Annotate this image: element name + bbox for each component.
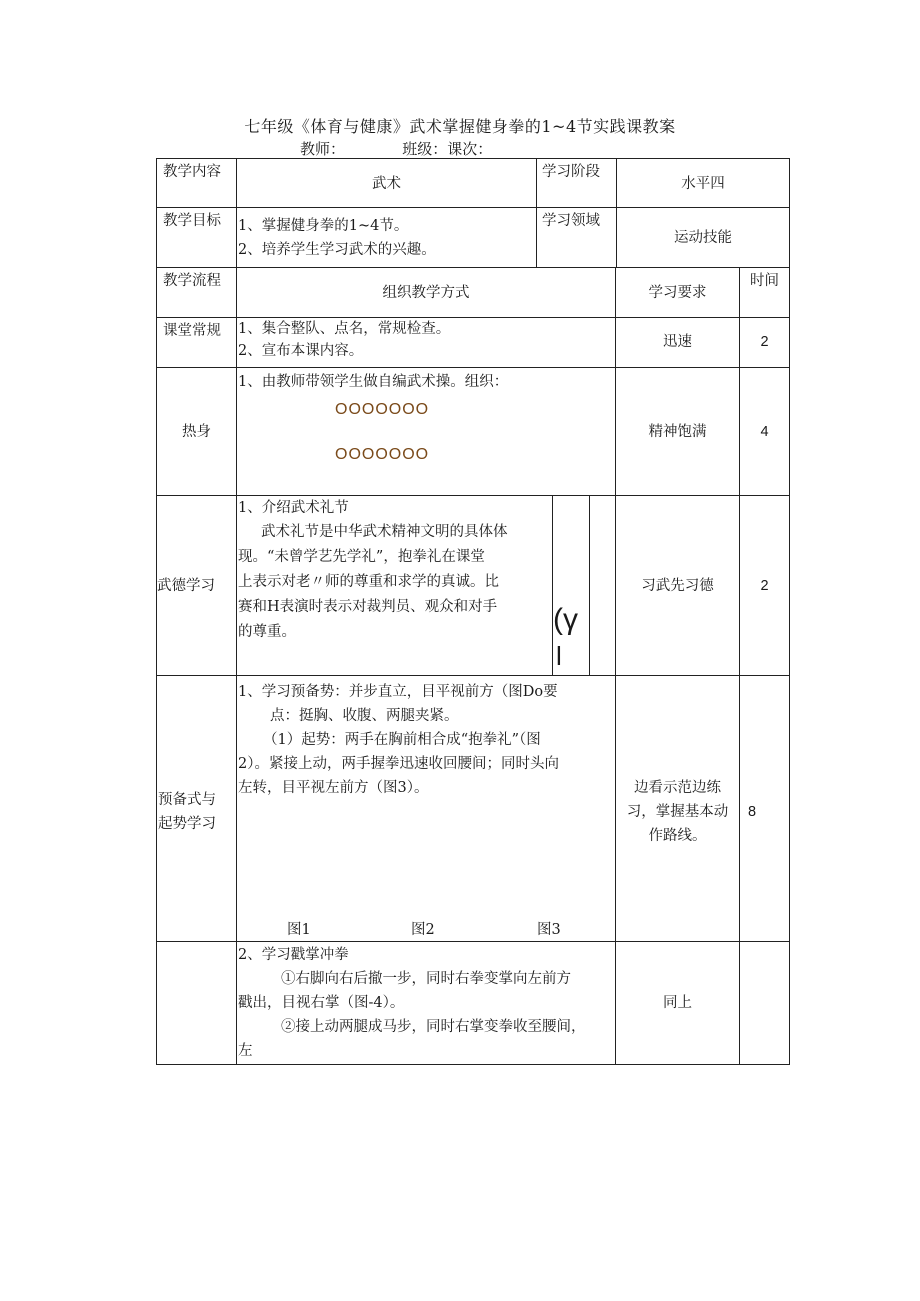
figure-2-caption: 图2 bbox=[411, 922, 435, 938]
stage-value: 水平四 bbox=[681, 176, 725, 192]
requirement-header: 学习要求 bbox=[648, 285, 707, 301]
content-label: 教学内容 bbox=[163, 164, 221, 180]
table-line bbox=[156, 267, 790, 268]
warmup-label: 热身 bbox=[182, 424, 211, 440]
ready-label-line-2: 起势学习 bbox=[158, 816, 216, 832]
punch-line-3: 戳出，目视右掌（图-4）。 bbox=[238, 995, 405, 1011]
goal-line-1: 1、掌握健身拳的1~4节。 bbox=[238, 218, 409, 234]
table-line bbox=[156, 367, 790, 368]
formation-row-2: OOOOOOO bbox=[335, 446, 430, 463]
etiquette-requirement: 习武先习德 bbox=[641, 578, 714, 594]
warmup-time: 4 bbox=[760, 424, 769, 440]
domain-label: 学习领域 bbox=[542, 213, 600, 229]
punch-requirement: 同上 bbox=[663, 995, 692, 1011]
etiquette-line-4: 上表示对老〃师的尊重和求学的真诚。比 bbox=[238, 574, 499, 590]
ready-line-5: 左转，目平视左前方（图3）。 bbox=[238, 780, 429, 796]
ready-label-line-1: 预备式与 bbox=[158, 792, 216, 808]
content-value: 武术 bbox=[372, 176, 401, 192]
method-header: 组织教学方式 bbox=[382, 285, 470, 301]
etiquette-time: 2 bbox=[760, 578, 769, 594]
etiquette-line-3: 现。“未曾学艺先学礼”，抱拳礼在课堂 bbox=[238, 549, 485, 565]
routine-label: 课堂常规 bbox=[163, 323, 221, 339]
time-header: 时间 bbox=[750, 273, 779, 289]
document-title: 七年级《体育与健康》武术掌握健身拳的1~4节实践课教案 bbox=[244, 117, 676, 136]
table-line bbox=[156, 941, 790, 942]
warmup-line-1: 1、由教师带领学生做自编武术操。组织： bbox=[238, 374, 509, 390]
punch-line-1: 2、学习戳掌冲拳 bbox=[238, 947, 349, 963]
ready-requirement-line-1: 边看示范边练 bbox=[634, 780, 721, 796]
process-header: 教学流程 bbox=[163, 273, 221, 289]
table-line bbox=[615, 267, 616, 1065]
table-line bbox=[739, 267, 740, 1065]
ready-line-1: 1、学习预备势：并步直立，目平视前方（图Do要 bbox=[238, 684, 558, 700]
goal-label: 教学目标 bbox=[163, 213, 221, 229]
punch-line-2: ①右脚向右后撤一步，同时右拳变掌向左前方 bbox=[281, 971, 571, 987]
ready-line-2: 点：挺胸、收腹、两腿夹紧。 bbox=[270, 708, 459, 724]
table-border-right bbox=[789, 158, 790, 1065]
ready-requirement-line-3: 作路线。 bbox=[648, 828, 707, 844]
etiquette-line-2: 武术礼节是中华武术精神文明的具体体 bbox=[261, 524, 508, 540]
routine-requirement: 迅速 bbox=[663, 334, 692, 350]
routine-time: 2 bbox=[760, 334, 769, 350]
etiquette-label: 武德学习 bbox=[157, 578, 215, 594]
table-line bbox=[552, 495, 553, 675]
figure-1-caption: 图1 bbox=[287, 922, 311, 938]
punch-line-4: ②接上动两腿成马步，同时右掌变拳收至腰间， bbox=[281, 1019, 586, 1035]
etiquette-figure-glyph: (γ bbox=[553, 603, 578, 636]
stage-label: 学习阶段 bbox=[542, 164, 600, 180]
table-line bbox=[552, 495, 589, 496]
etiquette-line-6: 的尊重。 bbox=[238, 624, 296, 640]
table-line bbox=[156, 207, 790, 208]
warmup-requirement: 精神饱满 bbox=[648, 424, 707, 440]
table-line bbox=[156, 675, 790, 676]
table-border-bottom bbox=[156, 1064, 790, 1065]
figure-3-caption: 图3 bbox=[537, 922, 561, 938]
punch-line-5: 左 bbox=[238, 1043, 253, 1059]
ready-time: 8 bbox=[748, 804, 757, 820]
table-line bbox=[589, 495, 590, 675]
domain-value: 运动技能 bbox=[674, 230, 732, 246]
table-line bbox=[156, 495, 790, 496]
routine-line-1: 1、集合整队、点名，常规检查。 bbox=[238, 321, 451, 337]
etiquette-figure-glyph-2: l bbox=[556, 641, 562, 671]
table-line bbox=[536, 158, 537, 268]
ready-line-3: （1）起势：两手在胸前相合成“抱拳礼”（图 bbox=[263, 732, 541, 748]
document-subtitle: 教师： 班级：课次： bbox=[300, 140, 493, 158]
etiquette-line-5: 赛和H表演时表示对裁判员、观众和对手 bbox=[238, 599, 498, 615]
table-border-left bbox=[156, 158, 157, 1065]
goal-line-2: 2、培养学生学习武术的兴趣。 bbox=[238, 242, 436, 258]
ready-line-4: 2）。紧接上动，两手握拳迅速收回腰间；同时头向 bbox=[238, 756, 559, 772]
formation-row-1: OOOOOOO bbox=[335, 401, 430, 418]
table-border-top bbox=[156, 158, 790, 159]
ready-requirement-line-2: 习，掌握基本动 bbox=[626, 804, 729, 820]
routine-line-2: 2、宣布本课内容。 bbox=[238, 343, 364, 359]
etiquette-line-1: 1、介绍武术礼节 bbox=[238, 500, 349, 516]
